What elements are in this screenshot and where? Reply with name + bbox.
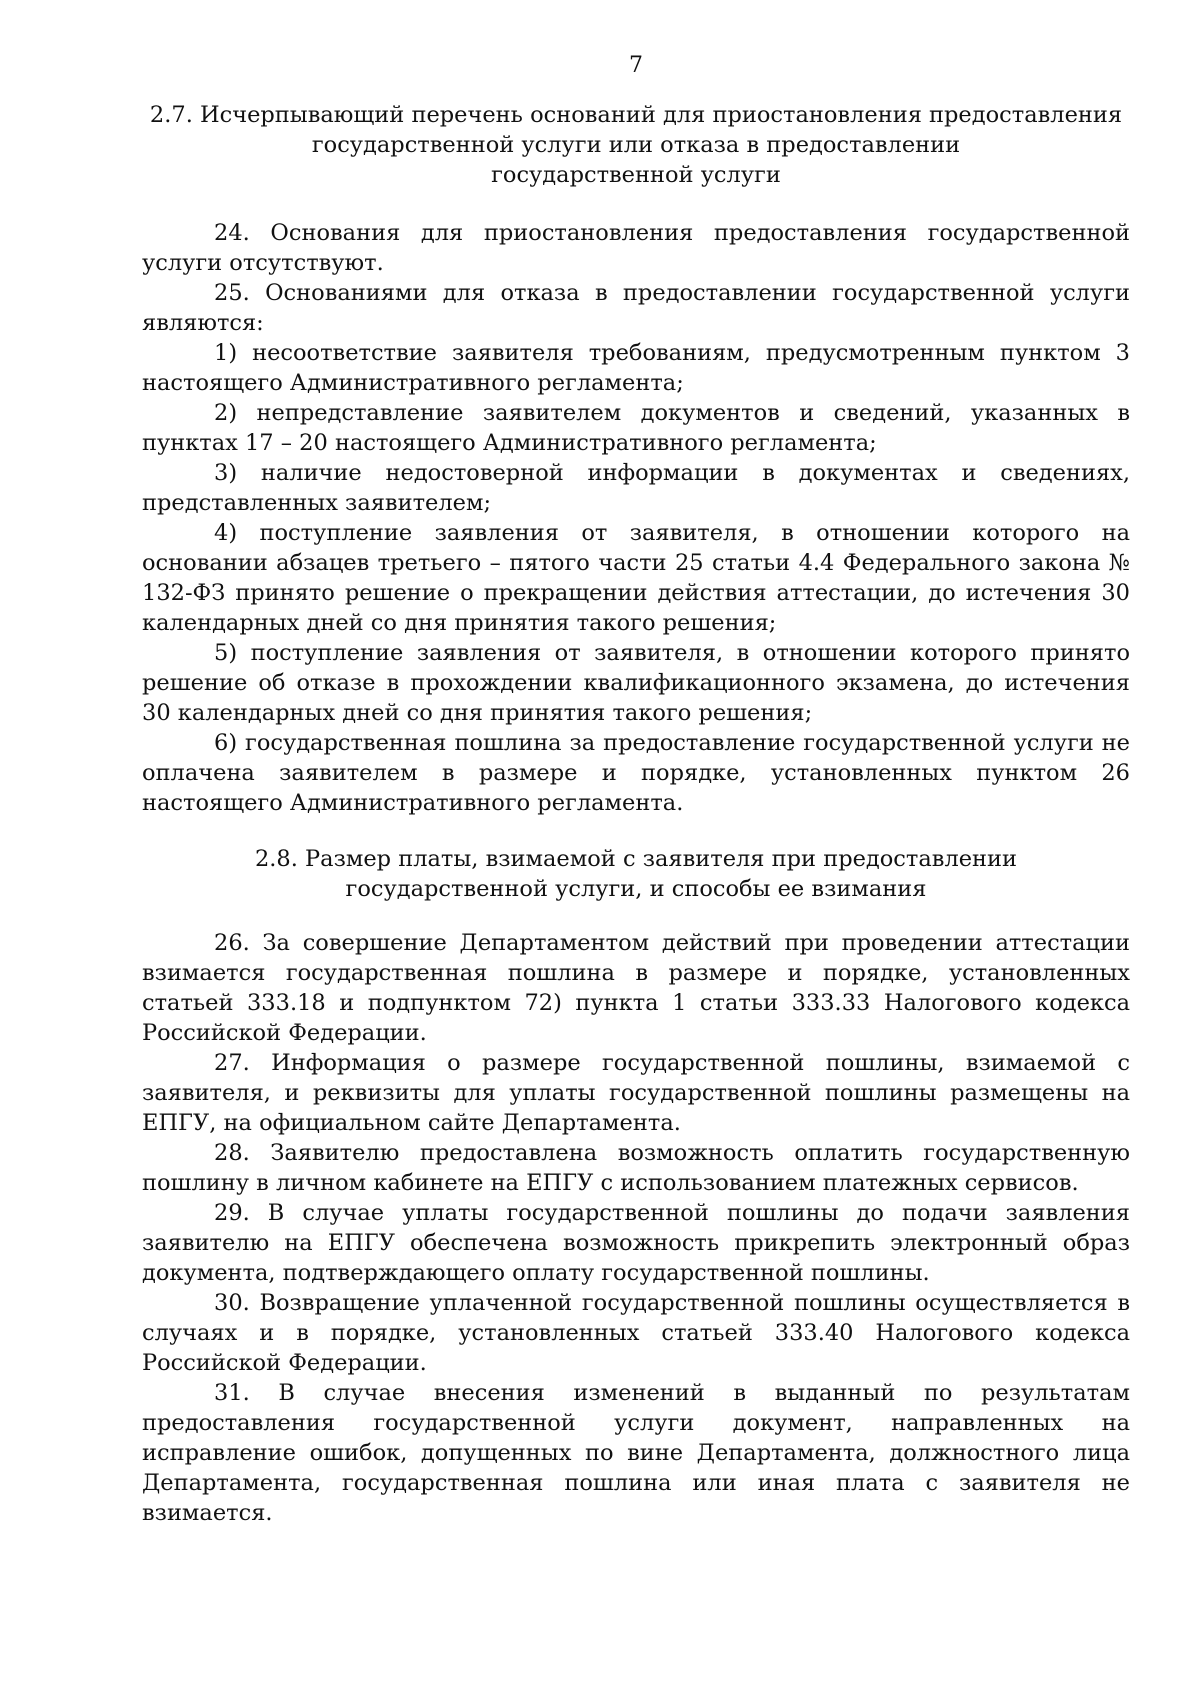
paragraph-27: 27. Информация о размере государственной пошлины, взимаемой с заявителя, и реквизиты для уплаты государственной пошлины размещены на ЕПГУ, на официальном сайте Департамента.: [142, 1050, 1130, 1136]
heading-line: государственной услуги или отказа в предоставлении: [311, 132, 961, 158]
paragraph-29: 29. В случае уплаты государственной пошлины до подачи заявления заявителю на ЕПГУ обеспечена возможность прикрепить электронный образ документа, подтверждающего оплату государственной пошлины.: [142, 1200, 1130, 1286]
section-2-7-body: [142, 218, 1130, 818]
heading-line: государственной услуги, и способы ее взимания: [345, 876, 927, 902]
list-item-1: 1) несоответствие заявителя требованиям, предусмотренным пунктом 3 настоящего Административного регламента;: [142, 340, 1130, 396]
paragraph-25: 25. Основаниями для отказа в предоставлении государственной услуги являются:: [142, 280, 1130, 336]
paragraph-31: 31. В случае внесения изменений в выданный по результатам предоставления государственной услуги документ, направленных на исправление ошибок, допущенных по вине Департамента, должностного лица Департамента, государственная пошлина или иная плата с заявителя не взимается.: [142, 1380, 1130, 1526]
paragraph-24: 24. Основания для приостановления предоставления государственной услуги отсутствуют.: [142, 220, 1130, 276]
list-item-5: 5) поступление заявления от заявителя, в отношении которого принято решение об отказе в прохождении квалификационного экзамена, до истечения 30 календарных дней со дня принятия такого решения;: [142, 640, 1130, 726]
list-item-4: 4) поступление заявления от заявителя, в отношении которого на основании абзацев третьего – пятого части 25 статьи 4.4 Федерального закона № 132-ФЗ принято решение о прекращении действия аттестации, до истечения 30 календарных дней со дня принятия такого решения;: [142, 520, 1130, 636]
document-page: [142, 52, 1130, 1528]
section-spacer: [142, 818, 1130, 844]
paragraph-26: 26. За совершение Департаментом действий при проведении аттестации взимается государственная пошлина в размере и порядке, установленных статьей 333.18 и подпунктом 72) пункта 1 статьи 333.33 Налогового кодекса Российской Федерации.: [142, 930, 1130, 1046]
paragraph-30: 30. Возвращение уплаченной государственной пошлины осуществляется в случаях и в порядке, установленных статьей 333.40 Налогового кодекса Российской Федерации.: [142, 1290, 1130, 1376]
list-item-6: 6) государственная пошлина за предоставление государственной услуги не оплачена заявителем в размере и порядке, установленных пунктом 26 настоящего Административного регламента.: [142, 730, 1130, 816]
page-number: 7: [629, 53, 643, 78]
heading-line: государственной услуги: [491, 162, 781, 188]
section-2-8-heading: [142, 844, 1130, 904]
section-2-8-body: [142, 928, 1130, 1528]
heading-line: 2.8. Размер платы, взимаемой с заявителя при предоставлении: [254, 846, 1018, 872]
list-item-2: 2) непредставление заявителем документов и сведений, указанных в пунктах 17 – 20 настоящего Административного регламента;: [142, 400, 1130, 456]
paragraph-28: 28. Заявителю предоставлена возможность оплатить государственную пошлину в личном кабинете на ЕПГУ с использованием платежных сервисов.: [142, 1140, 1130, 1196]
list-item-3: 3) наличие недостоверной информации в документах и сведениях, представленных заявителем;: [142, 460, 1130, 516]
section-2-7-heading: [142, 100, 1130, 190]
heading-line: 2.7. Исчерпывающий перечень оснований для приостановления предоставления: [149, 102, 1123, 128]
